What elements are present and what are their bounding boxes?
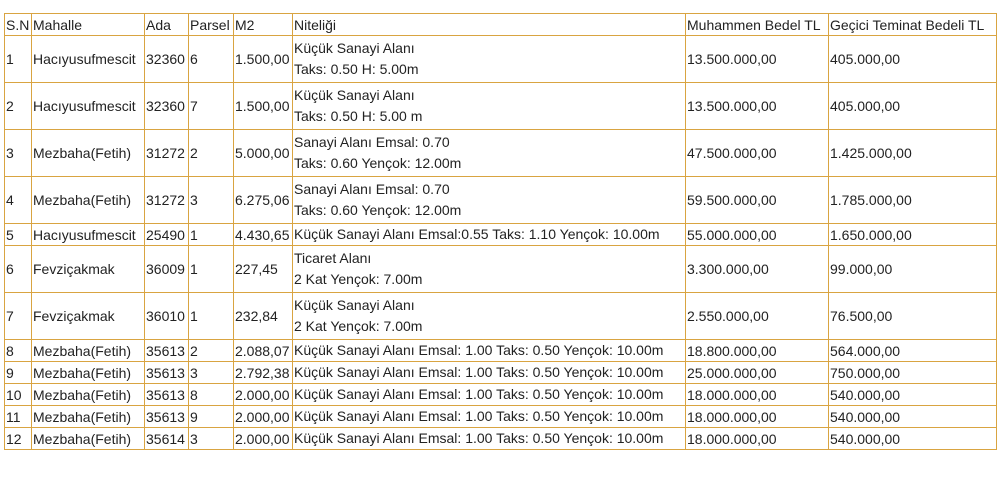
table-row xyxy=(5,36,997,83)
cell-sn: 5 xyxy=(5,224,32,246)
cell-muhammen-bedel: 13.500.000,00 xyxy=(686,83,829,130)
cell-nitelik xyxy=(293,246,686,293)
nitelik-line: Taks: 0.50 H: 5.00m xyxy=(294,61,419,77)
cell-muhammen-bedel: 18.000.000,00 xyxy=(686,406,829,428)
cell-nitelik xyxy=(293,340,686,362)
cell-ada: 35613 xyxy=(145,362,189,384)
cell-sn: 3 xyxy=(5,130,32,177)
table-header-row xyxy=(5,14,997,36)
column-header-nitelik: Niteliği xyxy=(293,14,686,36)
table-body xyxy=(5,36,997,450)
cell-m2: 2.088,07 xyxy=(234,340,293,362)
cell-sn: 4 xyxy=(5,177,32,224)
cell-sn: 12 xyxy=(5,428,32,450)
cell-gecici-teminat: 564.000,00 xyxy=(829,340,997,362)
cell-m2: 5.000,00 xyxy=(234,130,293,177)
table-row xyxy=(5,428,997,450)
cell-sn: 10 xyxy=(5,384,32,406)
cell-muhammen-bedel: 18.000.000,00 xyxy=(686,428,829,450)
cell-mahalle: Fevziçakmak xyxy=(32,293,145,340)
nitelik-line: Küçük Sanayi Alanı Emsal: 1.00 Taks: 0.50 Yençok: 10.00m xyxy=(294,408,664,424)
table-row xyxy=(5,340,997,362)
nitelik-line: Küçük Sanayi Alanı xyxy=(294,87,415,103)
cell-nitelik xyxy=(293,177,686,224)
cell-sn: 2 xyxy=(5,83,32,130)
cell-mahalle: Mezbaha(Fetih) xyxy=(32,362,145,384)
nitelik-line: Küçük Sanayi Alanı Emsal: 1.00 Taks: 0.50 Yençok: 10.00m xyxy=(294,364,664,380)
cell-parsel: 1 xyxy=(189,246,234,293)
cell-mahalle: Mezbaha(Fetih) xyxy=(32,428,145,450)
cell-m2: 227,45 xyxy=(234,246,293,293)
cell-parsel: 7 xyxy=(189,83,234,130)
cell-ada: 36009 xyxy=(145,246,189,293)
nitelik-line: Ticaret Alanı xyxy=(294,250,372,266)
cell-sn: 1 xyxy=(5,36,32,83)
cell-muhammen-bedel: 3.300.000,00 xyxy=(686,246,829,293)
cell-gecici-teminat: 405.000,00 xyxy=(829,83,997,130)
nitelik-line: Küçük Sanayi Alanı Emsal: 1.00 Taks: 0.50 Yençok: 10.00m xyxy=(294,342,664,358)
nitelik-line: 2 Kat Yençok: 7.00m xyxy=(294,271,423,287)
cell-nitelik xyxy=(293,384,686,406)
cell-muhammen-bedel: 13.500.000,00 xyxy=(686,36,829,83)
cell-nitelik xyxy=(293,224,686,246)
cell-mahalle: Hacıyusufmescit xyxy=(32,224,145,246)
cell-m2: 1.500,00 xyxy=(234,83,293,130)
column-header-gecici-teminat: Geçici Teminat Bedeli TL xyxy=(829,14,997,36)
cell-ada: 25490 xyxy=(145,224,189,246)
cell-sn: 8 xyxy=(5,340,32,362)
table-row xyxy=(5,293,997,340)
cell-m2: 6.275,06 xyxy=(234,177,293,224)
cell-gecici-teminat: 1.650.000,00 xyxy=(829,224,997,246)
cell-mahalle: Fevziçakmak xyxy=(32,246,145,293)
cell-m2: 2.000,00 xyxy=(234,428,293,450)
nitelik-line: Küçük Sanayi Alanı xyxy=(294,40,415,56)
column-header-ada: Ada xyxy=(145,14,189,36)
cell-parsel: 9 xyxy=(189,406,234,428)
cell-ada: 35614 xyxy=(145,428,189,450)
column-header-mahalle: Mahalle xyxy=(32,14,145,36)
cell-parsel: 3 xyxy=(189,362,234,384)
cell-m2: 2.792,38 xyxy=(234,362,293,384)
cell-parsel: 6 xyxy=(189,36,234,83)
column-header-m2: M2 xyxy=(234,14,293,36)
nitelik-line: Sanayi Alanı Emsal: 0.70 xyxy=(294,181,450,197)
nitelik-line: Taks: 0.60 Yençok: 12.00m xyxy=(294,202,462,218)
cell-mahalle: Hacıyusufmescit xyxy=(32,83,145,130)
cell-m2: 4.430,65 xyxy=(234,224,293,246)
nitelik-line: Küçük Sanayi Alanı Emsal: 1.00 Taks: 0.50 Yençok: 10.00m xyxy=(294,386,664,402)
table-row xyxy=(5,177,997,224)
cell-parsel: 3 xyxy=(189,177,234,224)
cell-gecici-teminat: 405.000,00 xyxy=(829,36,997,83)
cell-nitelik xyxy=(293,293,686,340)
nitelik-line: Küçük Sanayi Alanı xyxy=(294,297,415,313)
cell-muhammen-bedel: 18.000.000,00 xyxy=(686,384,829,406)
cell-mahalle: Mezbaha(Fetih) xyxy=(32,340,145,362)
cell-gecici-teminat: 1.425.000,00 xyxy=(829,130,997,177)
table-row xyxy=(5,362,997,384)
cell-sn: 11 xyxy=(5,406,32,428)
parcel-table xyxy=(4,13,997,450)
cell-gecici-teminat: 540.000,00 xyxy=(829,384,997,406)
cell-gecici-teminat: 76.500,00 xyxy=(829,293,997,340)
cell-ada: 35613 xyxy=(145,340,189,362)
cell-m2: 1.500,00 xyxy=(234,36,293,83)
cell-muhammen-bedel: 2.550.000,00 xyxy=(686,293,829,340)
cell-parsel: 2 xyxy=(189,130,234,177)
cell-muhammen-bedel: 25.000.000,00 xyxy=(686,362,829,384)
nitelik-line: Sanayi Alanı Emsal: 0.70 xyxy=(294,134,450,150)
table-row xyxy=(5,384,997,406)
cell-gecici-teminat: 1.785.000,00 xyxy=(829,177,997,224)
cell-gecici-teminat: 99.000,00 xyxy=(829,246,997,293)
nitelik-line: Küçük Sanayi Alanı Emsal: 1.00 Taks: 0.50 Yençok: 10.00m xyxy=(294,430,664,446)
table-row xyxy=(5,224,997,246)
nitelik-line: Taks: 0.50 H: 5.00 m xyxy=(294,108,423,124)
cell-nitelik xyxy=(293,428,686,450)
nitelik-line: 2 Kat Yençok: 7.00m xyxy=(294,318,423,334)
cell-gecici-teminat: 540.000,00 xyxy=(829,428,997,450)
table-row xyxy=(5,246,997,293)
cell-parsel: 1 xyxy=(189,293,234,340)
cell-ada: 32360 xyxy=(145,83,189,130)
cell-muhammen-bedel: 18.800.000,00 xyxy=(686,340,829,362)
cell-ada: 35613 xyxy=(145,406,189,428)
cell-nitelik xyxy=(293,362,686,384)
nitelik-line: Küçük Sanayi Alanı Emsal:0.55 Taks: 1.10 Yençok: 10.00m xyxy=(294,226,660,242)
cell-sn: 6 xyxy=(5,246,32,293)
cell-ada: 35613 xyxy=(145,384,189,406)
cell-parsel: 2 xyxy=(189,340,234,362)
table-row xyxy=(5,83,997,130)
cell-parsel: 3 xyxy=(189,428,234,450)
cell-m2: 2.000,00 xyxy=(234,406,293,428)
cell-mahalle: Mezbaha(Fetih) xyxy=(32,130,145,177)
cell-sn: 9 xyxy=(5,362,32,384)
cell-mahalle: Mezbaha(Fetih) xyxy=(32,406,145,428)
cell-ada: 32360 xyxy=(145,36,189,83)
cell-m2: 232,84 xyxy=(234,293,293,340)
cell-nitelik xyxy=(293,36,686,83)
nitelik-line: Taks: 0.60 Yençok: 12.00m xyxy=(294,155,462,171)
cell-nitelik xyxy=(293,83,686,130)
cell-gecici-teminat: 540.000,00 xyxy=(829,406,997,428)
cell-nitelik xyxy=(293,130,686,177)
column-header-muhammen-bedel: Muhammen Bedel TL xyxy=(686,14,829,36)
cell-mahalle: Mezbaha(Fetih) xyxy=(32,384,145,406)
cell-muhammen-bedel: 47.500.000,00 xyxy=(686,130,829,177)
column-header-parsel: Parsel xyxy=(189,14,234,36)
cell-muhammen-bedel: 55.000.000,00 xyxy=(686,224,829,246)
cell-muhammen-bedel: 59.500.000,00 xyxy=(686,177,829,224)
cell-m2: 2.000,00 xyxy=(234,384,293,406)
cell-mahalle: Mezbaha(Fetih) xyxy=(32,177,145,224)
cell-mahalle: Hacıyusufmescit xyxy=(32,36,145,83)
cell-ada: 31272 xyxy=(145,130,189,177)
cell-gecici-teminat: 750.000,00 xyxy=(829,362,997,384)
column-header-sn: S.N xyxy=(5,14,32,36)
table-row xyxy=(5,130,997,177)
cell-sn: 7 xyxy=(5,293,32,340)
cell-parsel: 1 xyxy=(189,224,234,246)
cell-nitelik xyxy=(293,406,686,428)
table-row xyxy=(5,406,997,428)
cell-ada: 36010 xyxy=(145,293,189,340)
cell-parsel: 8 xyxy=(189,384,234,406)
cell-ada: 31272 xyxy=(145,177,189,224)
